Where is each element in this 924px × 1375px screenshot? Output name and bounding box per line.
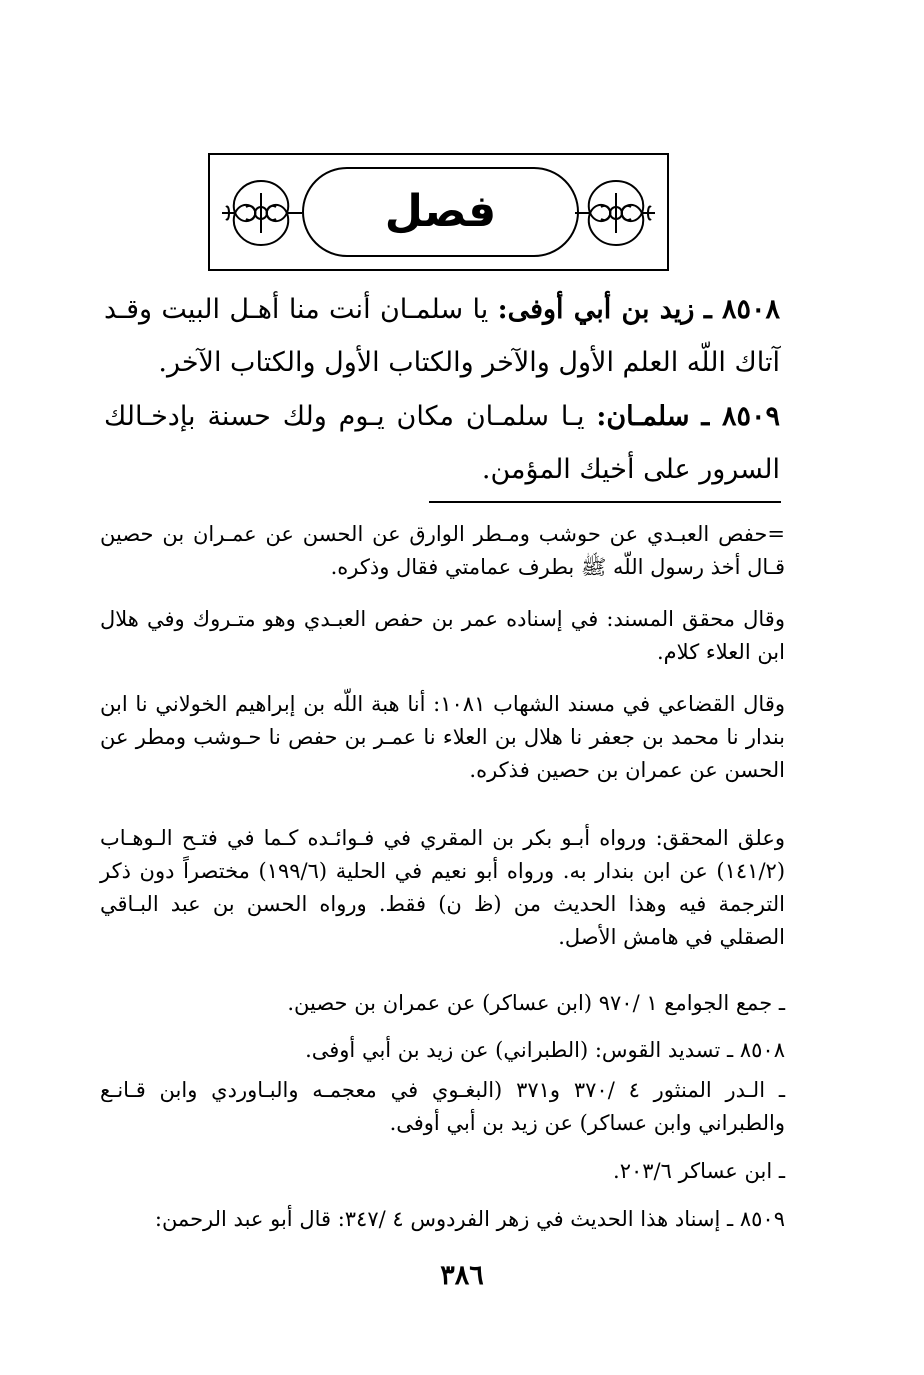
hadith-8508	[104, 283, 780, 389]
footnote-paragraph	[100, 688, 785, 787]
hadith-narrator: زيد بن أبي أوفى:	[497, 294, 695, 325]
hadith-text: يـا سلمـان مكان يـوم ولك حسنة بإدخـالك السرور على أخيك المؤمن.	[104, 401, 780, 485]
footnote-paragraph	[100, 822, 785, 954]
footnote-paragraph	[100, 987, 785, 1020]
hadith-narrator: سلمـان:	[596, 401, 690, 432]
hadith-8509	[104, 390, 780, 496]
footnote-paragraph	[100, 1034, 785, 1067]
footnote-text: ـ ابن عساكر ٢٠٣/٦.	[613, 1159, 785, 1183]
footnote-text: وقال محقق المسند: في إسناده عمر بن حفص العبـدي وهو متـروك وفي هلال ابن العلاء كلام.	[100, 607, 785, 664]
footnote-separator	[429, 501, 781, 503]
arabesque-ornament-left	[218, 173, 304, 253]
footnote-paragraph	[100, 603, 785, 669]
footnote-text: وعلق المحقق: ورواه أبـو بكر بن المقري في فـوائـده كـما في فتـح الـوهـاب (١٤١/٢) عن ابن بندار به. ورواه أبو نعيم في الحلية (١٩٩/٦) مختصراً دون ذكر الترجمة فيه وهذا الحديث من (ظ ن) فقط. ورواه الحسن بن عبد البـاقي الصقلي في هامش الأصل.	[100, 826, 786, 949]
footnote-text: ـ جمع الجوامع ١ /٩٧٠ (ابن عساكر) عن عمران بن حصين.	[287, 991, 785, 1015]
page-number: ٣٨٦	[440, 1260, 484, 1291]
footnote-text: ٨٥٠٨ ـ تسديد القوس: (الطبراني) عن زيد بن أبي أوفى.	[305, 1038, 785, 1062]
footnote-paragraph	[100, 1203, 785, 1236]
footnote-paragraph	[100, 1074, 785, 1140]
section-heading-title: فصل	[384, 186, 497, 237]
hadith-text: يا سلمـان أنت منا أهـل البيت وقـد آتاك اللّه العلم الأول والآخر والكتاب الأول والكتاب الآخر.	[104, 294, 780, 378]
hadith-number: ٨٥٠٨ ـ	[703, 294, 780, 325]
footnote-text: =حفص العبـدي عن حوشب ومـطر الوارق عن الحسن عن عمـران بن حصين قـال أخذ رسول اللّه ﷺ بطرف عمامتي فقال وذكره.	[100, 522, 785, 579]
arabesque-ornament-right	[573, 173, 659, 253]
footnote-paragraph	[100, 1155, 785, 1188]
section-heading-cartouche	[302, 167, 579, 257]
hadith-number: ٨٥٠٩ ـ	[701, 401, 780, 432]
section-heading-frame	[208, 153, 669, 271]
footnote-paragraph	[100, 518, 785, 584]
footnote-text: وقال القضاعي في مسند الشهاب ١٠٨١: أنا هبة اللّه بن إبراهيم الخولاني نا ابن بندار نا محمد بن جعفر نا هلال بن العلاء نا عمـر بن حفص نا حـوشب ومطر عن الحسن عن عمران بن حصين فذكره.	[100, 692, 785, 782]
footnote-text: ـ الـدر المنثور ٤ /٣٧٠ و٣٧١ (البغـوي في معجمـه والبـاوردي وابن قـانـع والطبراني وابن عساكر) عن زيد بن أبي أوفى.	[100, 1078, 785, 1135]
footnote-text: ٨٥٠٩ ـ إسناد هذا الحديث في زهر الفردوس ٤ /٣٤٧: قال أبو عبد الرحمن:	[154, 1207, 785, 1231]
